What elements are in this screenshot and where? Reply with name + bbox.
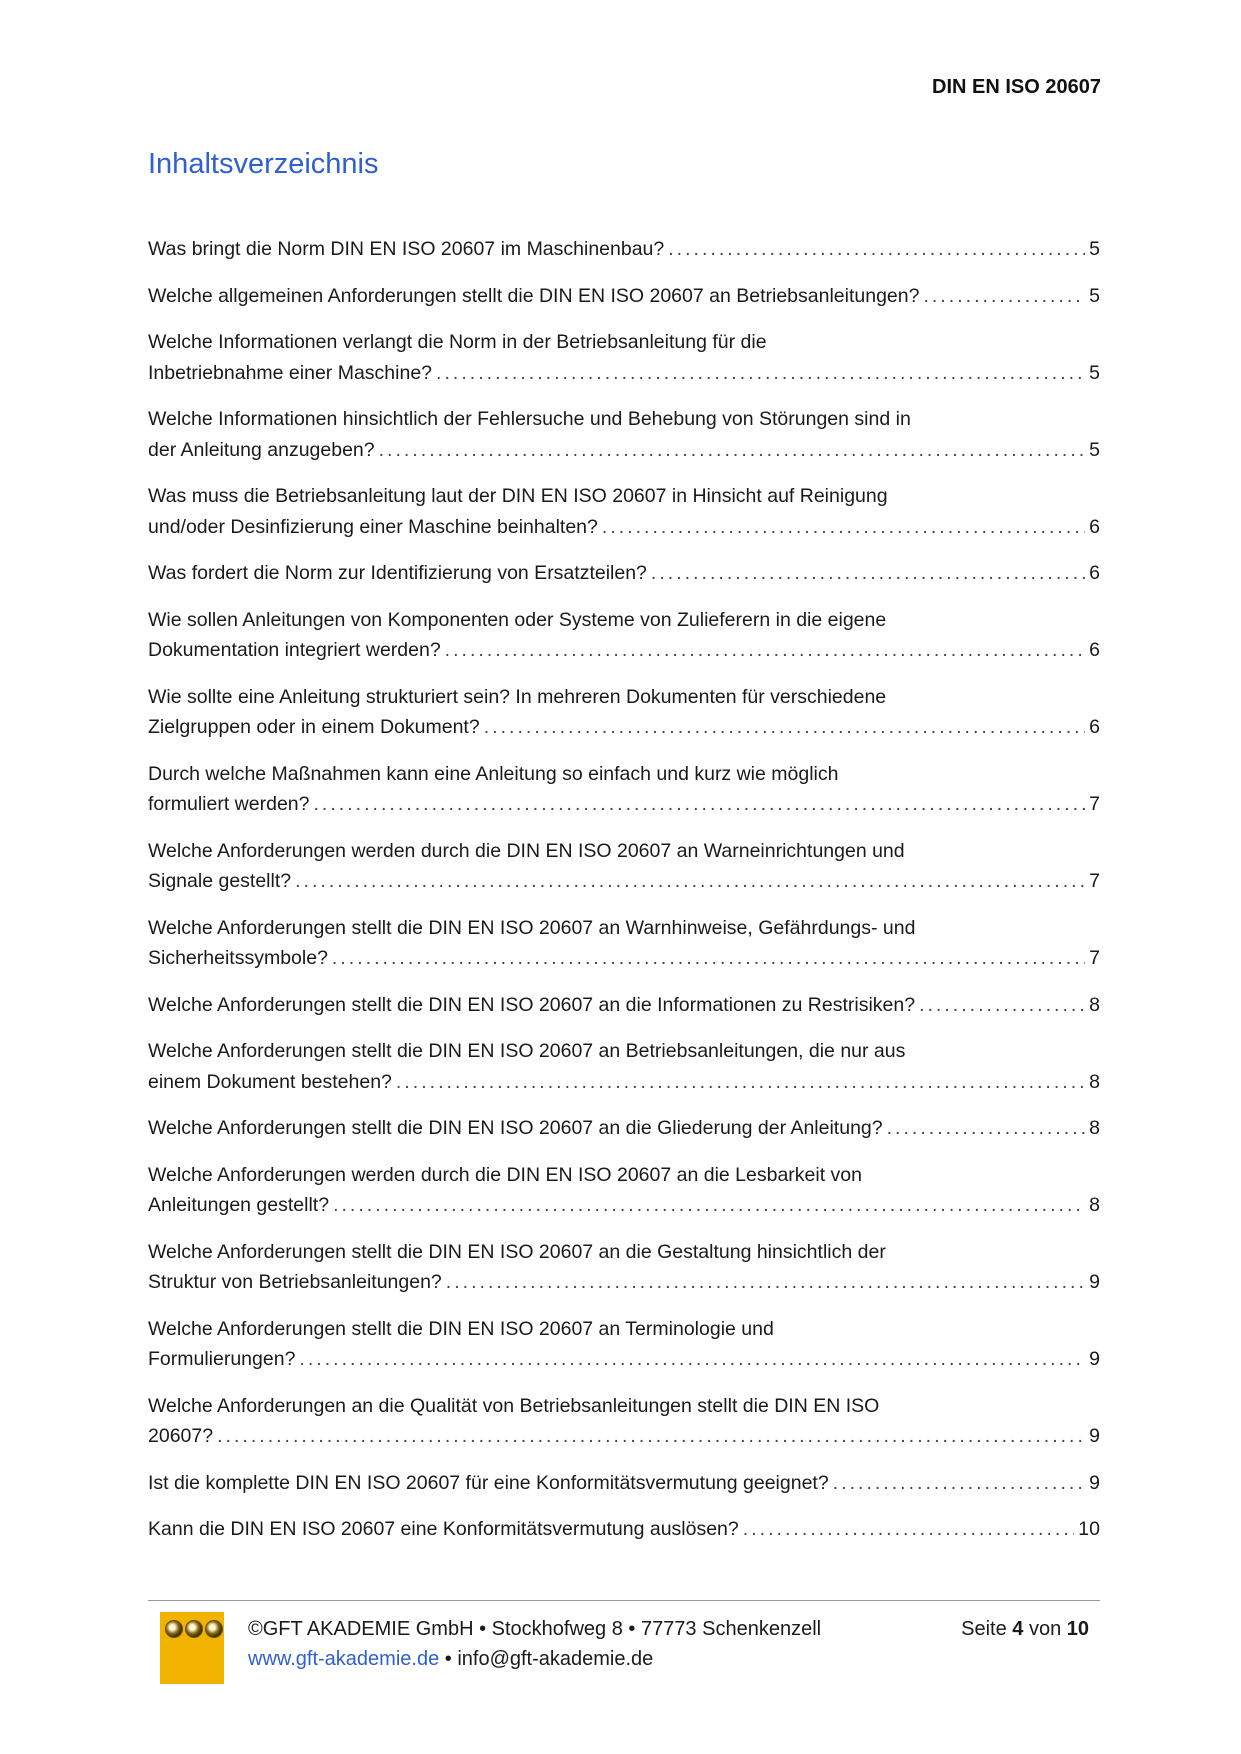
toc-entry-page-number: 8 — [1089, 1194, 1100, 1216]
toc-entry[interactable] — [148, 605, 1100, 666]
toc-entry[interactable] — [148, 682, 1100, 743]
toc-entry-title-line: Welche Anforderungen stellt die DIN EN ISO 20607 an Warnhinweise, Gefährdungs- und — [148, 916, 916, 939]
toc-entry[interactable] — [148, 1468, 1100, 1499]
toc-dot-leader — [217, 1421, 1085, 1452]
toc-entry-page-number: 6 — [1089, 716, 1100, 738]
toc-entry[interactable] — [148, 481, 1100, 542]
toc-dot-leader — [299, 1344, 1085, 1375]
toc-entry[interactable] — [148, 1314, 1100, 1375]
toc-entry-title-line: Welche Anforderungen werden durch die DIN EN ISO 20607 an die Lesbarkeit von — [148, 1163, 862, 1186]
toc-entry-page-number: 5 — [1089, 361, 1100, 384]
toc-entry-title-line: Sicherheitssymbole? — [148, 947, 328, 969]
footer-page-number — [961, 1618, 1089, 1641]
toc-entry-title-line: Was fordert die Norm zur Identifizierung von Ersatzteilen? — [148, 562, 647, 584]
toc-entry-title-line: Was bringt die Norm DIN EN ISO 20607 im Maschinenbau? — [148, 238, 665, 260]
toc-entry-page-number: 8 — [1089, 993, 1100, 1016]
toc-dot-leader — [919, 990, 1085, 1021]
toc-entry-title-line: Kann die DIN EN ISO 20607 eine Konformitätsvermutung auslösen? — [148, 1518, 739, 1540]
toc-entry-page-number: 10 — [1078, 1518, 1100, 1540]
toc-entry-title-line: Anleitungen gestellt? — [148, 1194, 330, 1216]
footer-company: ©GFT AKADEMIE GmbH • Stockhofweg 8 • 77773 Schenkenzell — [248, 1618, 822, 1640]
toc-dot-leader — [743, 1514, 1075, 1545]
toc-entry[interactable] — [148, 1391, 1100, 1452]
toc-entry-title-line: Struktur von Betriebsanleitungen? — [148, 1271, 442, 1293]
toc-entry-title-line: Welche Informationen hinsichtlich der Fehlersuche und Behebung von Störungen sind in — [148, 408, 911, 430]
toc-entry-page-number: 7 — [1089, 947, 1100, 969]
toc-dot-leader — [379, 435, 1086, 466]
toc-entry-title-line: Welche Informationen verlangt die Norm in der Betriebsanleitung für die — [148, 331, 767, 353]
toc-entry-title-line: Wie sollen Anleitungen von Komponenten oder Systeme von Zulieferern in die eigene — [148, 608, 887, 631]
toc-entry[interactable] — [148, 281, 1100, 312]
toc-entry[interactable] — [148, 1113, 1100, 1144]
header-title: DIN EN ISO 20607 — [932, 76, 1101, 98]
toc-entry-title-line: Formulierungen? — [148, 1348, 296, 1370]
toc-dot-leader — [313, 789, 1085, 820]
toc-entry-page-number: 8 — [1089, 1117, 1100, 1139]
toc-entry-page-number: 9 — [1089, 1271, 1100, 1293]
toc-entry[interactable] — [148, 327, 1100, 388]
footer-separator: • — [439, 1648, 458, 1670]
toc-entry[interactable] — [148, 759, 1100, 820]
toc-entry-title-line: Was muss die Betriebsanleitung laut der DIN EN ISO 20607 in Hinsicht auf Reinigung — [148, 485, 888, 507]
toc-entry-title-line: formuliert werden? — [148, 793, 310, 815]
toc-entry-page-number: 6 — [1089, 562, 1100, 584]
toc-entry-title-line: Welche Anforderungen stellt die DIN EN ISO 20607 an die Informationen zu Restrisiken? — [148, 993, 916, 1016]
toc-entry-title-line: Welche Anforderungen werden durch die DIN EN ISO 20607 an Warneinrichtungen und — [148, 839, 905, 862]
toc-entry-title-line: Signale gestellt? — [148, 870, 292, 892]
toc-entry[interactable] — [148, 1237, 1100, 1298]
logo-dots-icon — [165, 1620, 223, 1638]
footer-rule — [148, 1600, 1100, 1601]
toc-dot-leader — [602, 512, 1085, 543]
toc-dot-leader — [887, 1113, 1086, 1144]
toc-entry-page-number: 7 — [1089, 793, 1100, 815]
toc-entry-title-line: Ist die komplette DIN EN ISO 20607 für eine Konformitätsvermutung geeignet? — [148, 1471, 829, 1494]
toc-entry-page-number: 8 — [1089, 1070, 1100, 1093]
toc-dot-leader — [333, 1190, 1085, 1221]
toc-entry-page-number: 6 — [1089, 639, 1100, 661]
toc-dot-leader — [295, 866, 1085, 897]
toc-entry[interactable] — [148, 558, 1100, 589]
page-mid: von — [1023, 1618, 1067, 1640]
toc-entry-title-line: Wie sollte eine Anleitung strukturiert sein? In mehreren Dokumenten für verschiedene — [148, 685, 887, 708]
toc-dot-leader — [651, 558, 1085, 589]
page-total: 10 — [1066, 1618, 1089, 1640]
page-current: 4 — [1012, 1618, 1024, 1640]
footer-website-link[interactable]: www.gft-akademie.de — [248, 1648, 440, 1670]
toc-entry-title-line: Durch welche Maßnahmen kann eine Anleitung so einfach und kurz wie möglich — [148, 762, 839, 785]
toc-entry-title-line: der Anleitung anzugeben? — [148, 438, 375, 461]
toc-entry-page-number: 6 — [1089, 515, 1100, 538]
toc-entry-title-line: Welche Anforderungen stellt die DIN EN ISO 20607 an Betriebsanleitungen, die nur aus — [148, 1040, 906, 1062]
toc-entry-title-line: Welche Anforderungen stellt die DIN EN ISO 20607 an Terminologie und — [148, 1317, 774, 1340]
toc-entry-title-line: Welche Anforderungen an die Qualität von Betriebsanleitungen stellt die DIN EN ISO — [148, 1394, 880, 1417]
toc-dot-leader — [833, 1468, 1085, 1499]
toc-entry-title-line: Zielgruppen oder in einem Dokument? — [148, 716, 480, 738]
toc-entry-page-number: 5 — [1089, 284, 1100, 307]
toc-heading: Inhaltsverzeichnis — [148, 148, 379, 180]
toc-entry-title-line: und/oder Desinfizierung einer Maschine beinhalten? — [148, 515, 598, 538]
toc-entry-page-number: 9 — [1089, 1471, 1100, 1494]
toc-entry-page-number: 5 — [1089, 438, 1100, 461]
toc-entry[interactable] — [148, 913, 1100, 974]
toc-dot-leader — [396, 1067, 1085, 1098]
toc-entry-page-number: 9 — [1089, 1348, 1100, 1370]
toc-entry-page-number: 9 — [1089, 1425, 1100, 1447]
toc-entry-title-line: Inbetriebnahme einer Maschine? — [148, 361, 433, 384]
toc-dot-leader — [436, 358, 1085, 389]
toc-entry-title-line: einem Dokument bestehen? — [148, 1070, 392, 1093]
toc-entry-title-line: Welche allgemeinen Anforderungen stellt die DIN EN ISO 20607 an Betriebsanleitungen? — [148, 284, 920, 307]
toc-entry-title-line: 20607? — [148, 1425, 214, 1447]
toc-dot-leader — [484, 712, 1085, 743]
toc-dot-leader — [445, 635, 1085, 666]
toc-dot-leader — [446, 1267, 1085, 1298]
page-prefix: Seite — [961, 1618, 1013, 1640]
toc-entry-title-line: Welche Anforderungen stellt die DIN EN ISO 20607 an die Gliederung der Anleitung? — [148, 1117, 883, 1139]
toc-entry[interactable] — [148, 990, 1100, 1021]
toc-entry[interactable] — [148, 836, 1100, 897]
table-of-contents — [148, 234, 1100, 1561]
toc-dot-leader — [923, 281, 1085, 312]
toc-entry[interactable] — [148, 404, 1100, 465]
toc-entry-page-number: 7 — [1089, 870, 1100, 892]
footer-contact — [248, 1648, 653, 1671]
toc-dot-leader — [332, 943, 1085, 974]
toc-entry[interactable] — [148, 1514, 1100, 1545]
toc-entry[interactable] — [148, 1160, 1100, 1221]
company-logo — [160, 1612, 224, 1684]
toc-entry[interactable] — [148, 234, 1100, 265]
toc-entry-title-line: Dokumentation integriert werden? — [148, 639, 441, 661]
toc-entry-title-line: Welche Anforderungen stellt die DIN EN ISO 20607 an die Gestaltung hinsichtlich der — [148, 1240, 886, 1263]
toc-entry[interactable] — [148, 1036, 1100, 1097]
footer-email[interactable]: info@gft-akademie.de — [457, 1648, 654, 1670]
toc-entry-page-number: 5 — [1089, 238, 1100, 260]
toc-dot-leader — [668, 234, 1085, 265]
